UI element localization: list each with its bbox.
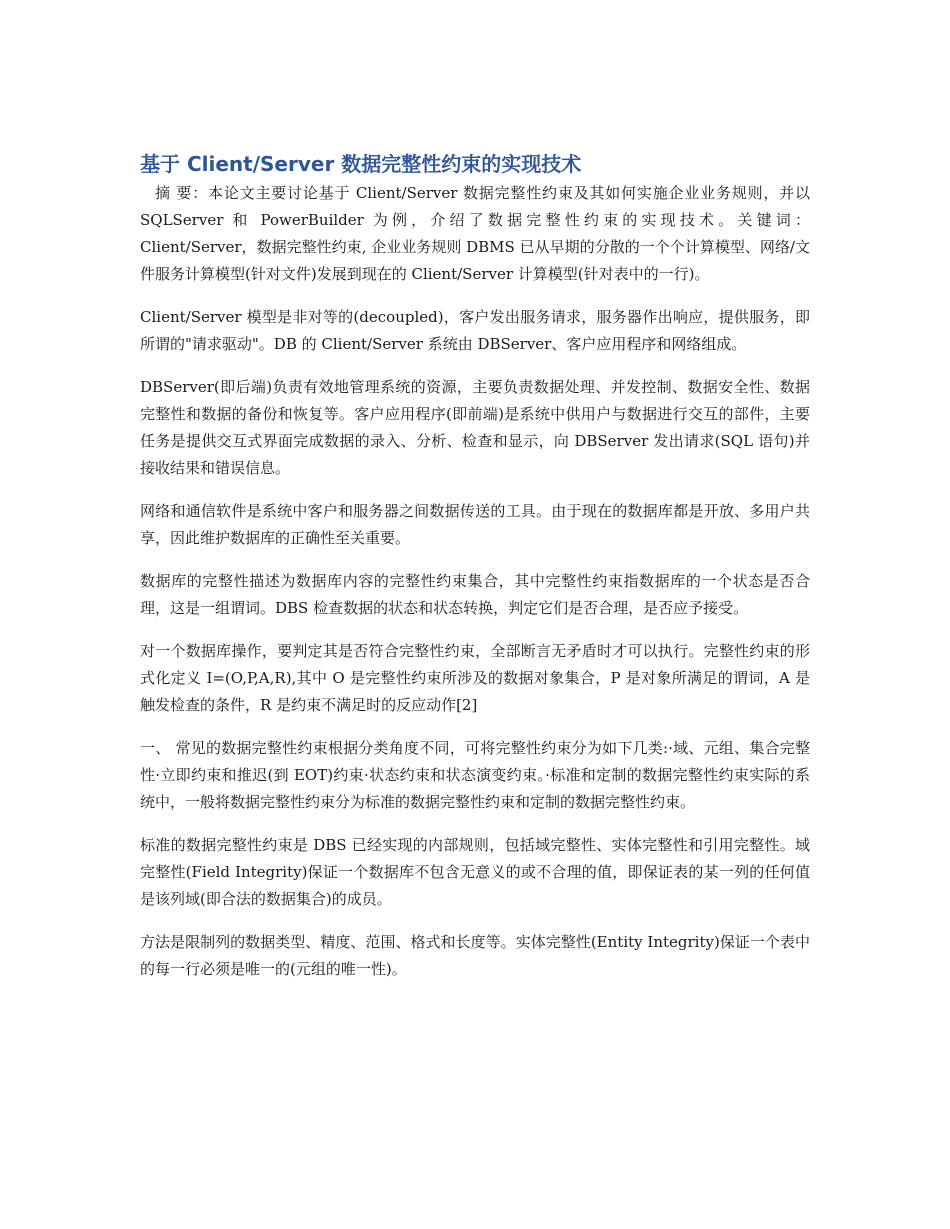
paragraph-abstract: 摘 要：本论文主要讨论基于 Client/Server 数据完整性约束及其如何实施企业业务规则，并以 SQLServer 和 PowerBuilder 为例，介绍了数据完整性约束的实现技术。关键词：Client/Server，数据完整性约束, 企业业务规则 DBMS 已从早期的分散的一个个计算模型、网络/文件服务计算模型(针对文件)发展到现在的 Client/Server 计算模型(针对表中的一行)。 <box>140 184 810 283</box>
paragraph: 网络和通信软件是系统中客户和服务器之间数据传送的工具。由于现在的数据库都是开放、多用户共享，因此维护数据库的正确性至关重要。 <box>140 502 810 547</box>
paragraph: 对一个数据库操作，要判定其是否符合完整性约束，全部断言无矛盾时才可以执行。完整性约束的形式化定义 I=(O,P,A,R),其中 O 是完整性约束所涉及的数据对象集合，P 是对象所满足的谓词，A 是触发检查的条件，R 是约束不满足时的反应动作[2] <box>140 642 810 714</box>
document-title: 基于 Client/Server 数据完整性约束的实现技术 <box>140 152 582 176</box>
paragraph: 标准的数据完整性约束是 DBS 已经实现的内部规则，包括域完整性、实体完整性和引用完整性。域完整性(Field Integrity)保证一个数据库不包含无意义的或不合理的值，即保证表的某一列的任何值是该列域(即合法的数据集合)的成员。 <box>140 836 810 908</box>
paragraph: 一、 常见的数据完整性约束根据分类角度不同，可将完整性约束分为如下几类:·域、元组、集合完整性·立即约束和推迟(到 EOT)约束·状态约束和状态演变约束。·标准和定制的数据完整性约束实际的系统中，一般将数据完整性约束分为标准的数据完整性约束和定制的数据完整性约束。 <box>140 739 810 811</box>
paragraph: 数据库的完整性描述为数据库内容的完整性约束集合，其中完整性约束指数据库的一个状态是否合理，这是一组谓词。DBS 检查数据的状态和状态转换，判定它们是否合理，是否应予接受。 <box>140 572 810 617</box>
paragraph: 方法是限制列的数据类型、精度、范围、格式和长度等。实体完整性(Entity Integrity)保证一个表中的每一行必须是唯一的(元组的唯一性)。 <box>140 933 810 978</box>
paragraph: Client/Server 模型是非对等的(decoupled)，客户发出服务请求，服务器作出响应，提供服务，即所谓的"请求驱动"。DB 的 Client/Server 系统由 DBServer、客户应用程序和网络组成。 <box>140 308 810 353</box>
paragraph: DBServer(即后端)负责有效地管理系统的资源，主要负责数据处理、并发控制、数据安全性、数据完整性和数据的备份和恢复等。客户应用程序(即前端)是系统中供用户与数据进行交互的部件，主要任务是提供交互式界面完成数据的录入、分析、检查和显示，向 DBServer 发出请求(SQL 语句)并接收结果和错误信息。 <box>140 378 810 477</box>
document-page <box>140 150 810 999</box>
